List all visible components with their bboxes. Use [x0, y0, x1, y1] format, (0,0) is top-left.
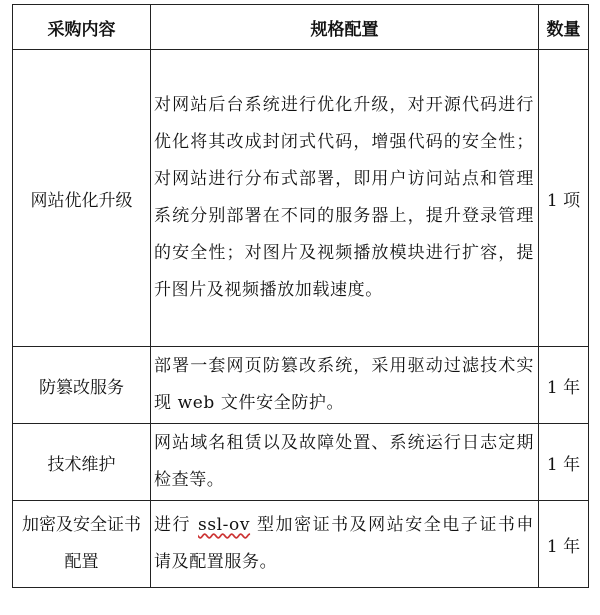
table-row: [13, 50, 589, 347]
table-header-row: [13, 5, 589, 50]
row-qty: 1 年: [539, 347, 589, 424]
spec-text-post: 型加密证书及网站安全电子证书申请及配置服务。: [154, 515, 534, 572]
row-item: 加密及安全证书配置: [13, 501, 151, 588]
spec-text-pre: 进行: [154, 515, 198, 535]
table-row: [13, 347, 589, 424]
table-row: [13, 501, 589, 588]
row-item: 网站优化升级: [13, 50, 151, 347]
row-qty: 1 年: [539, 501, 589, 588]
row-spec: 网站域名租赁以及故障处置、系统运行日志定期检查等。: [151, 424, 539, 501]
row-item: 技术维护: [13, 424, 151, 501]
row-spec: 部署一套网页防篡改系统，采用驱动过滤技术实现 web 文件安全防护。: [151, 347, 539, 424]
procurement-table: [12, 4, 589, 588]
row-item: 防篡改服务: [13, 347, 151, 424]
row-spec: [151, 501, 539, 588]
table-row: [13, 424, 589, 501]
header-item: 采购内容: [13, 5, 151, 50]
row-qty: 1 年: [539, 424, 589, 501]
row-qty: 1 项: [539, 50, 589, 347]
spell-marked-term: ssl-ov: [198, 515, 251, 535]
header-spec: 规格配置: [151, 5, 539, 50]
header-qty: 数量: [539, 5, 589, 50]
row-spec: 对网站后台系统进行优化升级，对开源代码进行优化将其改成封闭式代码，增强代码的安全性；对网站进行分布式部署，即用户访问站点和管理系统分别部署在不同的服务器上，提升登录管理的安全性；对图片及视频播放模块进行扩容，提升图片及视频播放加载速度。: [151, 50, 539, 347]
